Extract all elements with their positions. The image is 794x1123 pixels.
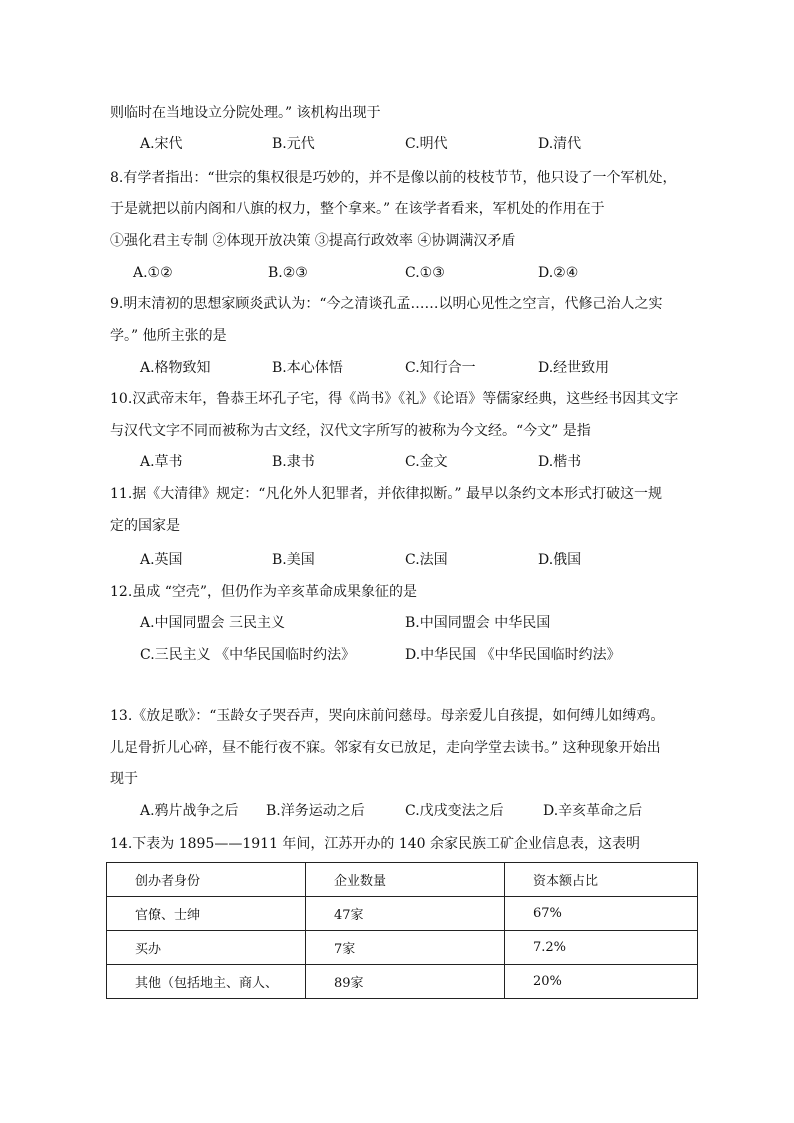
q10-option-a: A.草书 [140, 454, 183, 470]
q11-stem-line2: 定的国家是 [110, 518, 180, 534]
q7-option-a: A.宋代 [140, 136, 183, 152]
q13-stem-line2: 儿足骨折儿心碎，昼不能行夜不寐。邻家有女已放足，走向学堂去读书。” 这种现象开始出 [110, 740, 661, 756]
q9-stem-line1: 9.明末清初的思想家顾炎武认为：“今之清谈孔孟……以明心见性之空言，代修己治人之实 [110, 296, 663, 312]
table-cell: 67% [505, 897, 698, 931]
table-cell: 89家 [306, 965, 505, 999]
q7-stem-end: 则临时在当地设立分院处理。” 该机构出现于 [110, 105, 381, 121]
q7-option-d: D.清代 [538, 136, 582, 152]
q8-option-d: D.②④ [538, 265, 579, 281]
q10-option-d: D.楷书 [538, 454, 582, 470]
table-cell: 7家 [306, 931, 505, 965]
q13-option-b: B.洋务运动之后 [266, 803, 365, 819]
table-row [107, 965, 698, 999]
enterprise-info-table [106, 862, 698, 999]
q10-stem-line1: 10.汉武帝末年，鲁恭王坏孔子宅，得《尚书》《礼》《论语》等儒家经典，这些经书因其文字 [110, 391, 679, 407]
q11-option-d: D.俄国 [538, 552, 582, 568]
q12-option-b: B.中国同盟会 中华民国 [405, 615, 551, 631]
q11-option-a: A.英国 [140, 552, 183, 568]
q12-option-d: D.中华民国 《中华民国临时约法》 [405, 647, 621, 663]
q10-stem-line2: 与汉代文字不同而被称为古文经，汉代文字所写的被称为今文经。“今文” 是指 [110, 423, 591, 439]
q13-option-a: A.鸦片战争之后 [140, 803, 239, 819]
q8-stem-line2: 于是就把以前内阁和八旗的权力，整个拿来。” 在该学者看来，军机处的作用在于 [110, 201, 605, 217]
q11-option-b: B.美国 [272, 552, 315, 568]
q8-statements: ①强化君主专制 ②体现开放决策 ③提高行政效率 ④协调满汉矛盾 [110, 233, 516, 249]
q12-option-a: A.中国同盟会 三民主义 [140, 615, 286, 631]
table-cell: 47家 [306, 897, 505, 931]
q8-option-c: C.①③ [405, 265, 445, 281]
q9-stem-line2: 学。” 他所主张的是 [110, 328, 227, 344]
table-cell: 7.2% [505, 931, 698, 965]
q7-option-c: C.明代 [405, 136, 448, 152]
q9-option-c: C.知行合一 [405, 360, 476, 376]
q11-stem-line1: 11.据《大清律》规定：“凡化外人犯罪者，并依律拟断。” 最早以条约文本形式打破这一规 [110, 486, 663, 502]
q10-option-b: B.隶书 [272, 454, 315, 470]
q13-option-c: C.戊戌变法之后 [405, 803, 504, 819]
q9-option-b: B.本心体悟 [272, 360, 343, 376]
q11-option-c: C.法国 [405, 552, 448, 568]
table-row [107, 897, 698, 931]
q12-stem: 12.虽成 “空壳”，但仍作为辛亥革命成果象征的是 [110, 584, 418, 600]
table-cell: 官僚、士绅 [107, 897, 306, 931]
table-header-cell: 资本额占比 [505, 863, 698, 897]
q12-option-c: C.三民主义 《中华民国临时约法》 [140, 647, 356, 663]
q9-option-a: A.格物致知 [140, 360, 211, 376]
q10-option-c: C.金文 [405, 454, 448, 470]
q9-option-d: D.经世致用 [538, 360, 610, 376]
q13-stem-line1: 13.《放足歌》：“玉龄女子哭吞声，哭向床前问慈母。母亲爱儿自孩提，如何缚儿如缚鸡。 [110, 708, 665, 724]
table-header-cell: 创办者身份 [107, 863, 306, 897]
table-header-cell: 企业数量 [306, 863, 505, 897]
q8-stem-line1: 8.有学者指出：“世宗的集权很是巧妙的，并不是像以前的枝枝节节，他只设了一个军机处， [110, 170, 677, 186]
q8-option-b: B.②③ [268, 265, 308, 281]
table-header-row [107, 863, 698, 897]
table-row [107, 931, 698, 965]
table-cell: 其他（包括地主、商人、 [107, 965, 306, 999]
q8-option-a: A.①② [133, 265, 173, 281]
q14-stem: 14.下表为 1895——1911 年间，江苏开办的 140 余家民族工矿企业信息表，这表明 [110, 836, 641, 852]
q7-option-b: B.元代 [272, 136, 315, 152]
q13-option-d: D.辛亥革命之后 [543, 803, 643, 819]
q13-stem-line3: 现于 [110, 771, 138, 787]
table-cell: 买办 [107, 931, 306, 965]
table-cell: 20% [505, 965, 698, 999]
